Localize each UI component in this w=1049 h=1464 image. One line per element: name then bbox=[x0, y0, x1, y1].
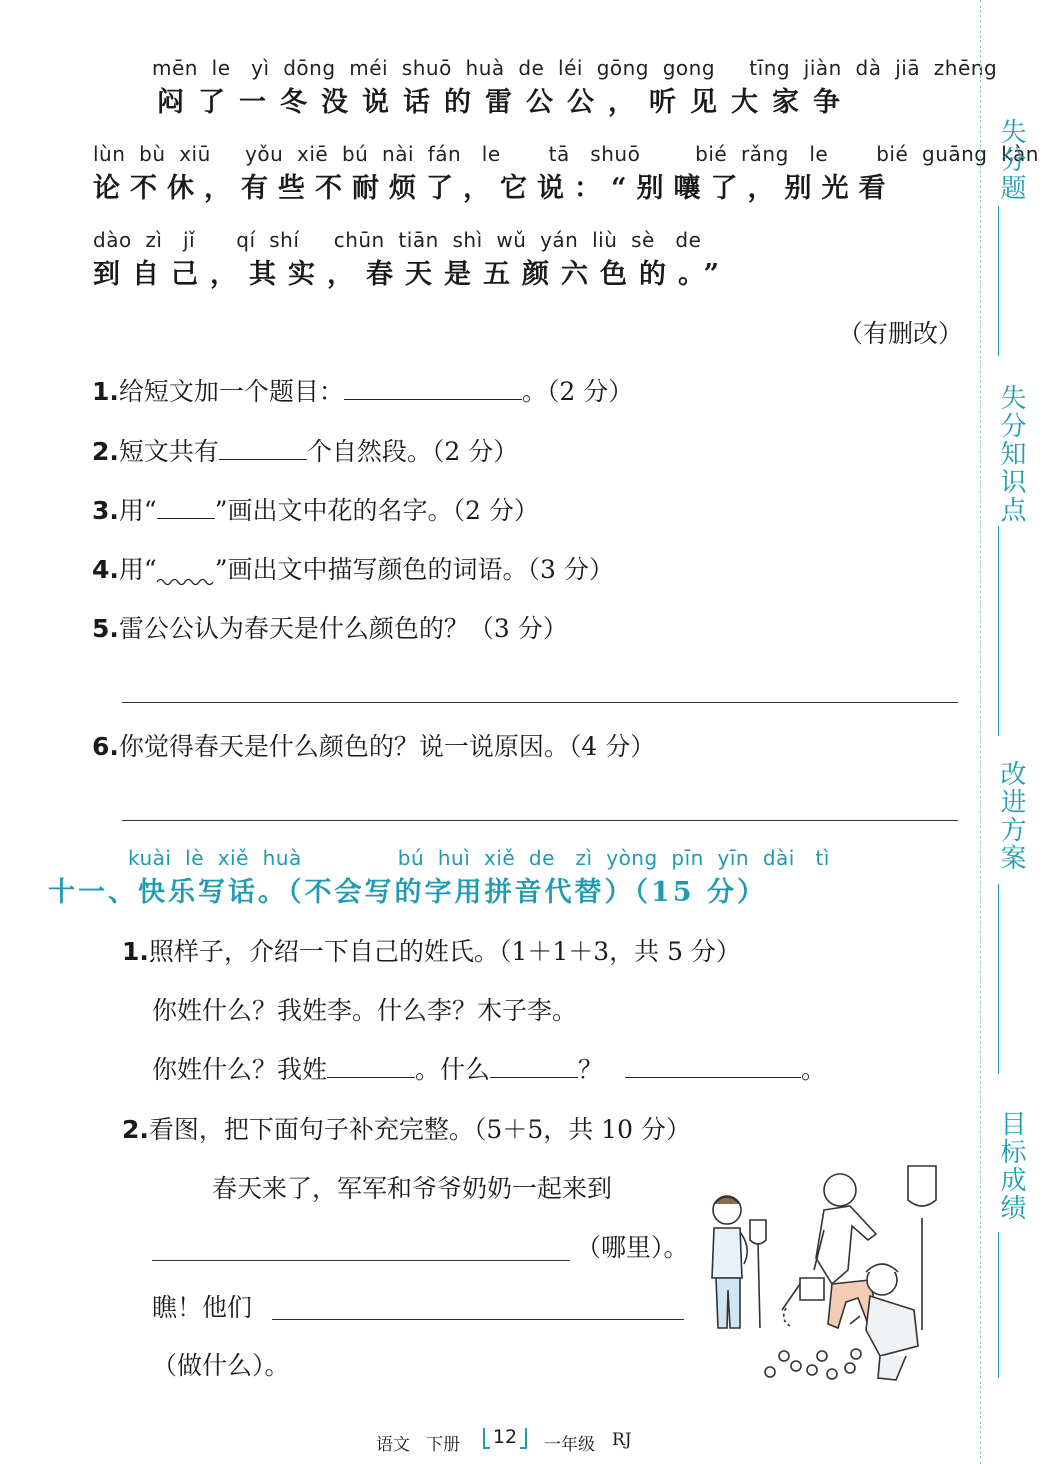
sidebar-lost-knowledge: 失分知识点 bbox=[996, 384, 1026, 524]
question-score: 个自然段。（2 分） bbox=[306, 437, 519, 466]
footer-volume: 下册 bbox=[426, 1435, 460, 1455]
where-hint: （哪里）。 bbox=[576, 1233, 689, 1262]
task-1-fill bbox=[152, 1050, 826, 1086]
source-note: （有删改） bbox=[838, 319, 964, 348]
binding-margin-line bbox=[980, 0, 981, 1464]
question-number: 2. bbox=[92, 437, 119, 466]
sidebar-writing-line[interactable] bbox=[998, 526, 999, 736]
question-text: 用“ bbox=[118, 496, 157, 525]
question-number: 5. bbox=[92, 614, 119, 643]
passage-line-3: 到自己，其实，春天是五颜六色的。” bbox=[93, 259, 732, 290]
question-score: ”画出文中描写颜色的词语。（3 分） bbox=[214, 555, 614, 584]
gardening-illustration bbox=[700, 1160, 950, 1390]
page-number: 12 bbox=[492, 1426, 518, 1448]
fill-text: 。什么 bbox=[415, 1055, 491, 1084]
footer-grade: 一年级 bbox=[544, 1435, 595, 1455]
task-number: 1. bbox=[122, 937, 149, 966]
where-answer-line[interactable] bbox=[152, 1260, 570, 1261]
task-number: 2. bbox=[122, 1115, 149, 1144]
task-1-example: 你姓什么？我姓李。什么李？木子李。 bbox=[152, 996, 578, 1025]
question-number: 1. bbox=[92, 377, 119, 406]
question-1 bbox=[92, 372, 633, 408]
what-answer-line[interactable] bbox=[272, 1319, 684, 1320]
title-answer-blank[interactable] bbox=[344, 377, 522, 400]
passage-pinyin-2: lùn bù xiū yǒu xiē bú nài fán le tā shuō bié rǎng le bié guāng kàn bbox=[93, 142, 1039, 166]
sidebar-writing-line[interactable] bbox=[998, 1232, 999, 1378]
question-text: 雷公公认为春天是什么颜色的？（3 分） bbox=[118, 614, 568, 643]
question-score: ”画出文中花的名字。（2 分） bbox=[214, 496, 539, 525]
what-hint: （做什么）。 bbox=[152, 1351, 290, 1380]
footer-page-badge bbox=[480, 1424, 530, 1452]
question-3 bbox=[92, 491, 539, 527]
question-6 bbox=[92, 727, 655, 763]
q6-answer-line[interactable] bbox=[122, 820, 958, 821]
passage-line-2: 论不休，有些不耐烦了，它说：“别嚷了，别光看 bbox=[93, 173, 896, 204]
fill-text: ？ bbox=[578, 1055, 604, 1084]
surname-blank[interactable] bbox=[327, 1055, 415, 1078]
task-2-sentence-1: 春天来了，军军和爷爷奶奶一起来到 bbox=[212, 1174, 613, 1203]
question-score: 。（2 分） bbox=[521, 377, 634, 406]
sidebar-target-score: 目标成绩 bbox=[996, 1110, 1026, 1222]
wavy-line-mark-sample bbox=[157, 556, 215, 578]
passage-pinyin-3: dào zì jǐ qí shí chūn tiān shì wǔ yán liù sè de bbox=[93, 228, 702, 252]
q5-answer-line[interactable] bbox=[122, 702, 958, 703]
sidebar-lost-questions: 失分题 bbox=[996, 118, 1026, 202]
question-number: 4. bbox=[92, 555, 119, 584]
footer-subject: 语文 bbox=[376, 1435, 410, 1455]
task-2 bbox=[122, 1110, 691, 1146]
question-text: 你觉得春天是什么颜色的？说一说原因。（4 分） bbox=[118, 732, 656, 761]
sidebar-improvement-plan: 改进方案 bbox=[996, 760, 1026, 872]
task-1 bbox=[122, 932, 741, 968]
question-text: 短文共有 bbox=[118, 437, 219, 466]
passage-pinyin-1: mēn le yì dōng méi shuō huà de léi gōng gong tīng jiàn dà jiā zhēng bbox=[152, 56, 998, 80]
task-text: 照样子，介绍一下自己的姓氏。（1＋1＋3，共 5 分） bbox=[148, 937, 741, 966]
underline-mark-sample bbox=[157, 496, 215, 519]
question-text: 用“ bbox=[118, 555, 157, 584]
section11-pinyin: kuài lè xiě huà bú huì xiě de zì yòng pīn yīn dài tì bbox=[128, 846, 830, 870]
question-number: 3. bbox=[92, 496, 119, 525]
fill-text: 你姓什么？我姓 bbox=[152, 1055, 328, 1084]
surname-repeat-blank[interactable] bbox=[490, 1055, 578, 1078]
wavy-line-icon bbox=[157, 576, 215, 588]
question-5 bbox=[92, 609, 568, 645]
surname-description-blank[interactable] bbox=[625, 1055, 801, 1078]
fill-text: 。 bbox=[801, 1055, 827, 1084]
task-text: 看图，把下面句子补充完整。（5＋5，共 10 分） bbox=[148, 1115, 691, 1144]
question-4 bbox=[92, 550, 614, 586]
footer-edition: RJ bbox=[612, 1430, 632, 1450]
sidebar-writing-line[interactable] bbox=[998, 206, 999, 356]
section11-title: 十一、快乐写话。（不会写的字用拼音代替）（15 分） bbox=[48, 877, 767, 908]
question-text: 给短文加一个题目： bbox=[118, 377, 344, 406]
question-number: 6. bbox=[92, 732, 119, 761]
paragraph-count-blank[interactable] bbox=[219, 437, 307, 460]
sidebar-writing-line[interactable] bbox=[998, 884, 999, 1074]
task-2-sentence-2: 瞧！他们 bbox=[152, 1293, 253, 1322]
passage-line-1: 闷了一冬没说话的雷公公，听见大家争 bbox=[157, 87, 854, 118]
question-2 bbox=[92, 432, 518, 468]
